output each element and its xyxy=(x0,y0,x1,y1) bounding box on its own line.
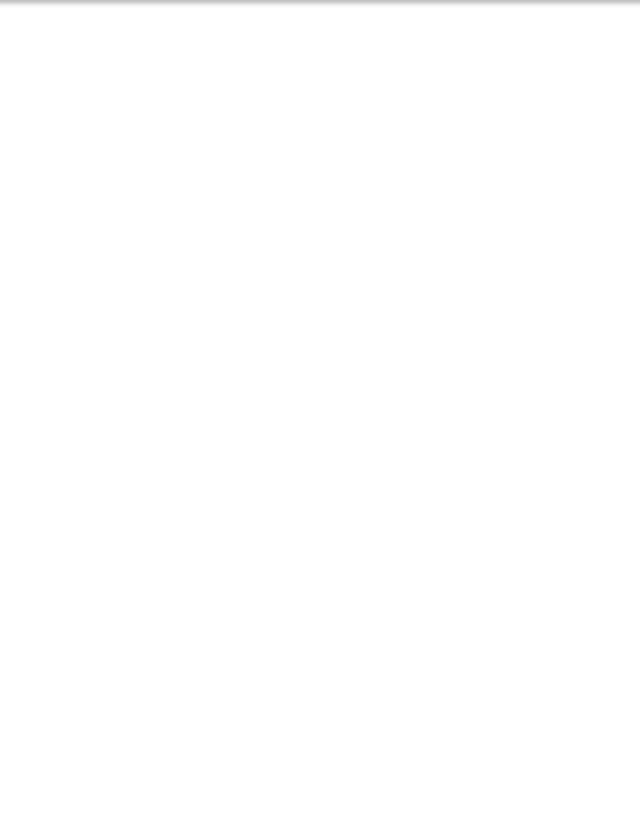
basis-line-1 xyxy=(123,66,597,89)
basis-line-4 xyxy=(91,141,597,164)
basis-line-2 xyxy=(91,91,597,114)
basis-line-3 xyxy=(91,116,597,139)
